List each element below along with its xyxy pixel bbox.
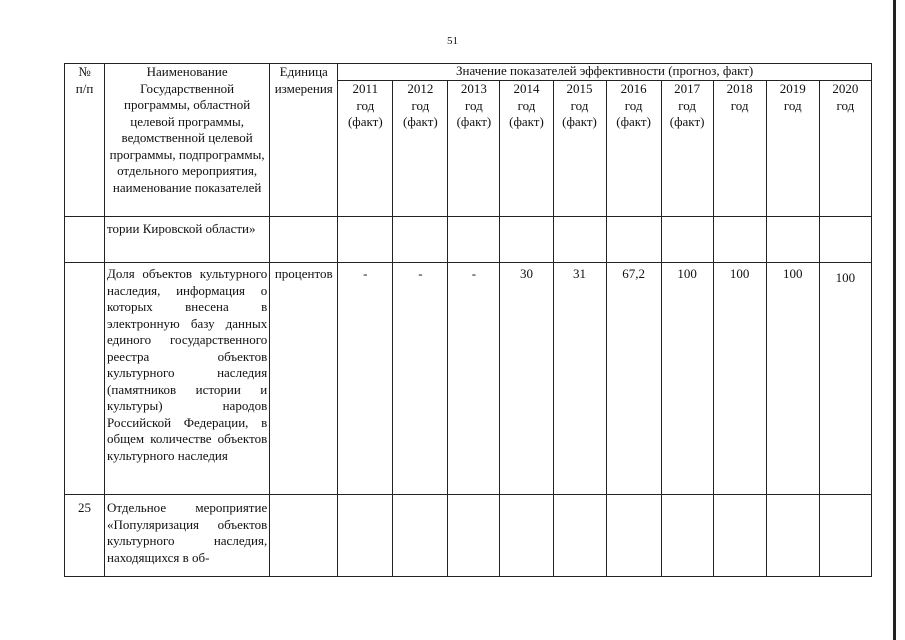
row-name: Доля объектов культурного наследия, информация о которых внесена в электронную базу данных единого государственного реестра объектов культурного наследия (памятников истории и культуры) народов Российской Федерации, в общем количестве объектов культурного наследия <box>105 263 270 495</box>
page-number: 51 <box>447 35 458 47</box>
table-row <box>65 217 872 263</box>
row-name: Отдельное мероприятие «Популяризация объектов культурного наследия, находящихся в об- <box>105 495 270 577</box>
page-edge-rule <box>893 0 896 640</box>
row-value-2016 <box>606 495 661 577</box>
row-value-2018 <box>713 495 766 577</box>
row-value-2014 <box>500 217 553 263</box>
row-value-2018: 100 <box>713 263 766 495</box>
header-year-2019: 2019 год <box>766 81 819 217</box>
row-value-2017: 100 <box>661 263 713 495</box>
row-value-2011 <box>338 495 393 577</box>
header-year-2016: 2016 год (факт) <box>606 81 661 217</box>
header-year-2015: 2015 год (факт) <box>553 81 606 217</box>
row-value-2012: - <box>393 263 448 495</box>
row-num <box>65 217 105 263</box>
header-year-2014: 2014 год (факт) <box>500 81 553 217</box>
row-value-2014: 30 <box>500 263 553 495</box>
row-value-2013 <box>448 217 500 263</box>
table-row <box>65 263 872 495</box>
row-unit <box>270 495 338 577</box>
row-num <box>65 263 105 495</box>
row-value-2015 <box>553 495 606 577</box>
row-value-2017 <box>661 495 713 577</box>
row-unit <box>270 217 338 263</box>
row-value-2016 <box>606 217 661 263</box>
row-value-2013: - <box>448 263 500 495</box>
header-name: Наименование Государственной программы, областной целевой программы, ведомственной целевой программы, подпрограммы, отдельного мероприятия, наименование показателей <box>105 64 270 217</box>
header-year-2011: 2011 год (факт) <box>338 81 393 217</box>
row-value-2019: 100 <box>766 263 819 495</box>
table-row <box>65 495 872 577</box>
header-year-2017: 2017 год (факт) <box>661 81 713 217</box>
row-name: тории Кировской области» <box>105 217 270 263</box>
header-year-2012: 2012 год (факт) <box>393 81 448 217</box>
row-value-2015 <box>553 217 606 263</box>
header-year-2020: 2020 год <box>819 81 871 217</box>
header-year-2018: 2018 год <box>713 81 766 217</box>
row-value-2012 <box>393 217 448 263</box>
header-unit: Единица измерения <box>270 64 338 217</box>
header-indicator-values: Значение показателей эффективности (прогноз, факт) <box>338 64 872 81</box>
row-value-2011 <box>338 217 393 263</box>
row-num: 25 <box>65 495 105 577</box>
header-num: № п/п <box>65 64 105 217</box>
row-value-2020: 100 <box>819 263 871 495</box>
row-value-2011: - <box>338 263 393 495</box>
header-year-2013: 2013 год (факт) <box>448 81 500 217</box>
row-value-2015: 31 <box>553 263 606 495</box>
row-value-2020 <box>819 217 871 263</box>
row-value-2013 <box>448 495 500 577</box>
row-value-2018 <box>713 217 766 263</box>
row-value-2016: 67,2 <box>606 263 661 495</box>
row-value-2017 <box>661 217 713 263</box>
row-value-2020 <box>819 495 871 577</box>
row-value-2014 <box>500 495 553 577</box>
row-value-2019 <box>766 495 819 577</box>
row-value-2012 <box>393 495 448 577</box>
indicators-table <box>64 63 872 577</box>
row-value-2019 <box>766 217 819 263</box>
row-unit: процентов <box>270 263 338 495</box>
